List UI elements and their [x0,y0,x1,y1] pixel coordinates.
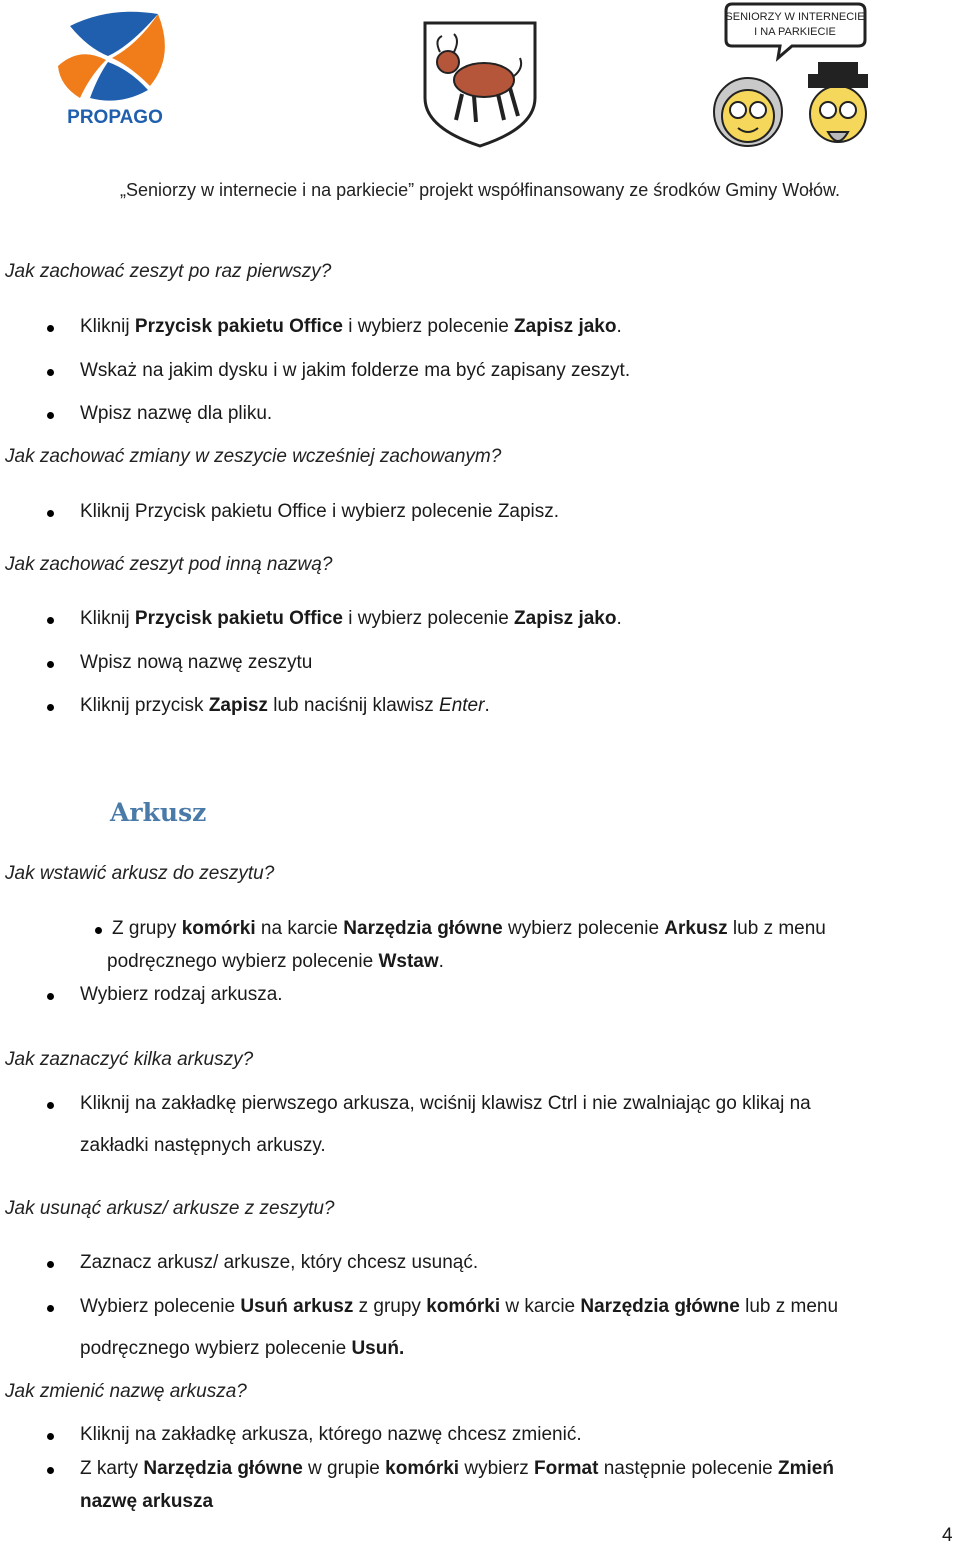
bullet-icon [47,617,54,624]
seniors-bubble-line1: SENIORZY W INTERNECIE [725,11,865,23]
propago-logo [50,6,180,126]
list-item: Kliknij na zakładkę pierwszego arkusza, wciśnij klawisz Ctrl i nie zwalniając go klikaj na [80,1093,811,1115]
bullet-icon [95,927,102,934]
list-item-continuation: podręcznego wybierz polecenie Wstaw. [107,951,444,972]
bullet-icon [47,1305,54,1312]
section-heading-arkusz: Arkusz [110,798,207,827]
bullet-icon [47,369,54,376]
list-item-continuation: zakładki następnych arkuszy. [80,1135,326,1156]
seniors-bubble-line2: I NA PARKIECIE [754,26,836,38]
bullet-icon [47,704,54,711]
list-item: Zaznacz arkusz/ arkusze, który chcesz usunąć. [80,1252,478,1274]
bullet-icon [47,661,54,668]
bullet-icon [47,1261,54,1268]
question-save-changes: Jak zachować zmiany w zeszycie wcześniej zachowanym? [5,446,502,467]
question-insert-sheet: Jak wstawić arkusz do zeszytu? [5,863,275,884]
seniors-project-logo [700,0,890,155]
list-item: Z karty Narzędzia główne w grupie komórki wybierz Format następnie polecenie Zmień [80,1458,834,1480]
bullet-icon [47,1102,54,1109]
list-item: Kliknij przycisk Zapisz lub naciśnij klawisz Enter. [80,695,490,717]
question-delete-sheet: Jak usunąć arkusz/ arkusze z zeszytu? [5,1198,335,1219]
question-save-as: Jak zachować zeszyt pod inną nazwą? [5,554,333,575]
project-header-line: „Seniorzy w internecie i na parkiecie” projekt współfinansowany ze środków Gminy Wołów. [120,180,840,200]
list-item: Wybierz polecenie Usuń arkusz z grupy komórki w karcie Narzędzia główne lub z menu [80,1296,838,1318]
list-item-continuation: podręcznego wybierz polecenie Usuń. [80,1338,405,1359]
list-item: Kliknij na zakładkę arkusza, którego nazwę chcesz zmienić. [80,1424,582,1446]
list-item: Wpisz nową nazwę zeszytu [80,652,312,674]
list-item: Wpisz nazwę dla pliku. [80,403,272,425]
question-rename-sheet: Jak zmienić nazwę arkusza? [5,1381,247,1402]
list-item-continuation: nazwę arkusza [80,1491,214,1512]
wolow-crest-logo [420,18,540,148]
list-item: Z grupy komórki na karcie Narzędzia główne wybierz polecenie Arkusz lub z menu [112,918,826,940]
list-item: Kliknij Przycisk pakietu Office i wybierz polecenie Zapisz jako. [80,608,622,630]
bullet-icon [47,510,54,517]
list-item: Wskaż na jakim dysku i w jakim folderze ma być zapisany zeszyt. [80,360,630,382]
bullet-icon [47,993,54,1000]
question-select-sheets: Jak zaznaczyć kilka arkuszy? [5,1049,254,1070]
bullet-icon [47,1433,54,1440]
page-number: 4 [942,1525,953,1546]
question-save-first-time: Jak zachować zeszyt po raz pierwszy? [5,261,332,282]
bullet-icon [47,1467,54,1474]
bullet-icon [47,412,54,419]
bullet-icon [47,325,54,332]
list-item: Kliknij Przycisk pakietu Office i wybierz polecenie Zapisz jako. [80,316,622,338]
list-item: Kliknij Przycisk pakietu Office i wybierz polecenie Zapisz. [80,501,559,523]
list-item: Wybierz rodzaj arkusza. [80,984,283,1006]
propago-logo-text: PROPAGO [67,107,163,126]
